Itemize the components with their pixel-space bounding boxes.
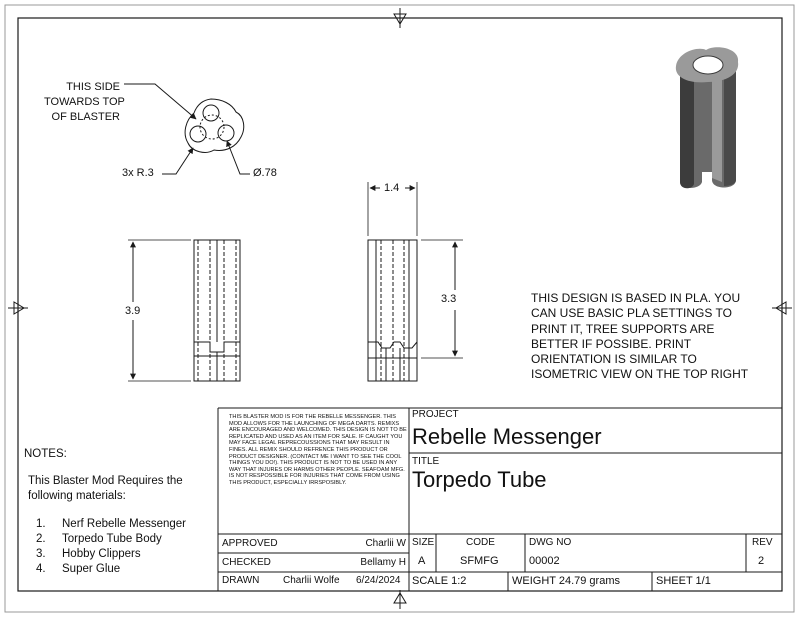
list-item-number: 3. — [36, 548, 46, 560]
rev-label: REV — [752, 537, 773, 548]
design-note-line: PRINT IT, TREE SUPPORTS ARE — [531, 321, 715, 336]
list-item-number: 1. — [36, 518, 46, 530]
approved-by: Charlii W — [365, 538, 406, 549]
front-view — [128, 240, 240, 381]
radius-callout: 3x R.3 — [122, 167, 154, 179]
drawing-title: Torpedo Tube — [412, 467, 547, 492]
list-item-text: Super Glue — [62, 563, 121, 575]
callout-this-side — [44, 80, 125, 125]
callout-line-2: TOWARDS TOP — [44, 96, 125, 108]
size-value: A — [418, 555, 426, 567]
design-note-line: ORIENTATION IS SIMILAR TO — [531, 352, 697, 367]
top-view — [124, 84, 250, 174]
dimension-width: 1.4 — [384, 182, 400, 194]
size-label: SIZE — [412, 537, 435, 548]
project-label: PROJECT — [412, 409, 459, 420]
checked-label: CHECKED — [222, 557, 271, 568]
list-item — [36, 532, 186, 547]
scale-value: SCALE 1:2 — [412, 575, 467, 587]
isometric-view — [676, 47, 738, 188]
notes-intro-line: following materials: — [28, 490, 126, 502]
dwg-no-value: 00002 — [529, 555, 560, 567]
design-note — [531, 291, 748, 383]
drawn-date: 6/24/2024 — [356, 575, 401, 586]
disclaimer-text: THIS BLASTER MOD IS FOR THE REBELLE MESSENGER. THIS MOD ALLOWS FOR THE LAUNCHING OF MEGA DARTS. REMIXS ARE ENCOURAGED AND WELCOMED. THIS DESIGN IS NOT TO BE REPLICATED AND USED AS AN ITEM FOR SALE. IF CAUGHT YOU MAY FACE LEGAL REPRECOUSSIONS THAT MAY RESULT IN FINES. ALL REMIX SHOULD REFRENCE THIS PRODUCT OR PRODUCT DESIGNER. (CONTACT ME I WANT TO SEE THE COOL THINGS YOU DO!). THIS PRODUCT IS NOT TO BE USED IN ANY WAY THAT INJURES OR HARMS OTHER PEOPLE. SEAFOAM MFG. IS NOT RESPOSSIBLE FOR INJURIES THAT COME FROM USING THIS PRODUCT, ESPECIALLY IRRSPOSIBLY. — [229, 414, 407, 486]
checked-by: Bellamy H — [360, 557, 406, 568]
sheet-value: SHEET 1/1 — [656, 575, 711, 587]
design-note-line: CAN USE BASIC PLA SETTINGS TO — [531, 306, 732, 321]
list-item-number: 4. — [36, 563, 46, 575]
list-item — [36, 517, 186, 532]
approved-label: APPROVED — [222, 538, 278, 549]
notes-intro-line: This Blaster Mod Requires the — [28, 475, 183, 487]
callout-line-3: OF BLASTER — [51, 111, 120, 123]
rev-value: 2 — [758, 555, 765, 567]
list-item-number: 2. — [36, 533, 46, 545]
list-item-text: Nerf Rebelle Messenger — [62, 518, 187, 530]
centering-mark-bottom — [394, 590, 406, 609]
code-value: SFMFG — [460, 555, 499, 567]
diameter-callout: Ø.78 — [253, 167, 277, 179]
design-note-line: THIS DESIGN IS BASED IN PLA. YOU — [531, 291, 741, 305]
list-item-text: Hobby Clippers — [62, 548, 141, 560]
dimension-height-right: 3.3 — [441, 293, 457, 305]
materials-list — [36, 517, 186, 577]
callout-line-1: THIS SIDE — [66, 81, 120, 93]
title-label: TITLE — [412, 456, 440, 467]
design-note-line: ISOMETRIC VIEW ON THE TOP RIGHT — [531, 367, 749, 382]
list-item-text: Torpedo Tube Body — [62, 533, 162, 545]
notes-intro — [28, 474, 183, 504]
drawn-label: DRAWN — [222, 575, 260, 586]
side-view — [368, 182, 463, 381]
dimension-height-left: 3.9 — [125, 305, 141, 317]
dwg-no-label: DWG NO — [529, 537, 572, 548]
weight-value: WEIGHT 24.79 grams — [512, 575, 620, 587]
design-note-line: BETTER IF POSSIBE. PRINT — [531, 336, 692, 351]
project-name: Rebelle Messenger — [412, 424, 602, 449]
code-label: CODE — [466, 537, 495, 548]
list-item — [36, 562, 186, 577]
notes-heading: NOTES: — [24, 448, 67, 460]
list-item — [36, 547, 186, 562]
drawn-by: Charlii Wolfe — [283, 575, 340, 586]
